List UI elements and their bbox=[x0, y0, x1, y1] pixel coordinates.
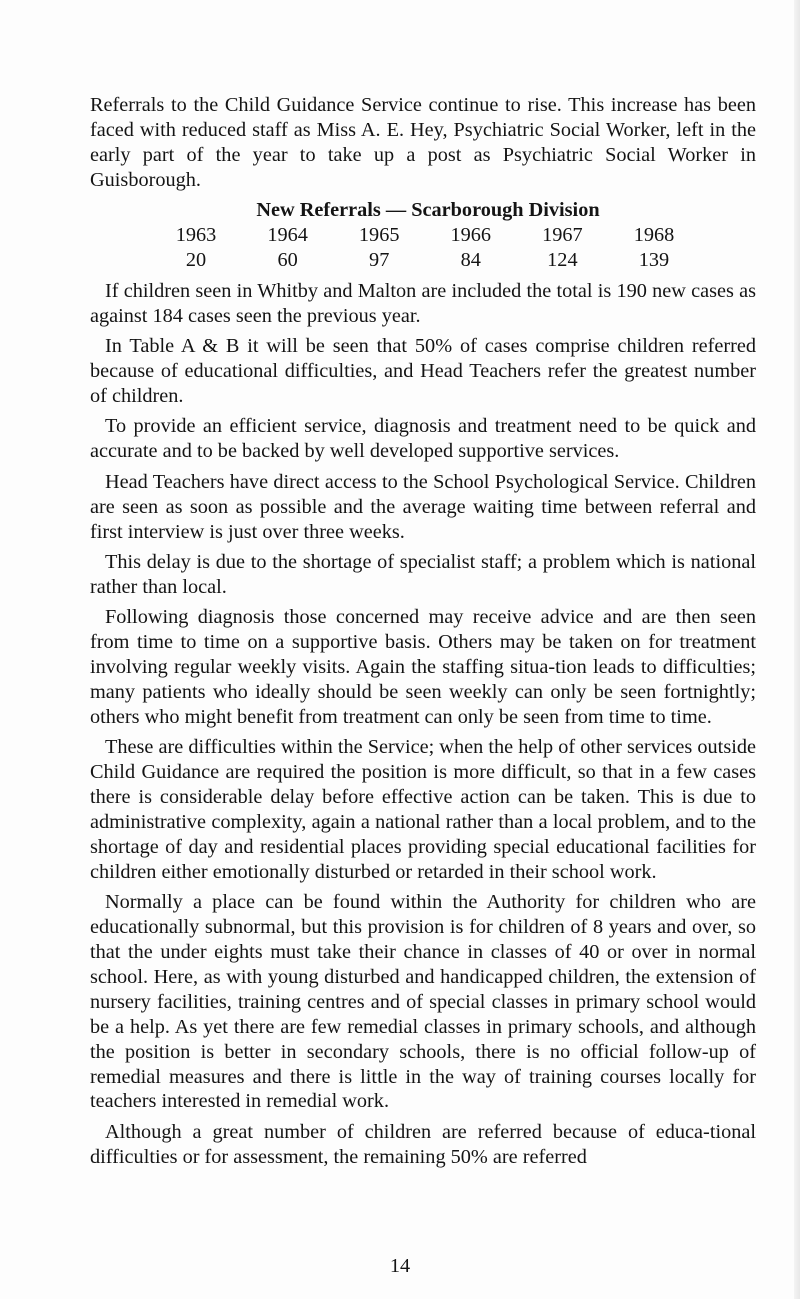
count-cell: 139 bbox=[638, 248, 670, 271]
count-cell: 97 bbox=[369, 248, 390, 271]
year-cell: 1965 bbox=[358, 224, 400, 247]
count-cell: 84 bbox=[460, 248, 481, 271]
page-edge bbox=[794, 0, 800, 1299]
count-cell: 124 bbox=[547, 248, 578, 271]
count-cell: 20 bbox=[185, 248, 207, 271]
page-number: 14 bbox=[389, 1255, 411, 1277]
paragraph-direct-access: Head Teachers have direct access to the School Psychological Service. Children are seen as soon as possible and the average waiting time between referral and first interview is just over three weeks. bbox=[90, 470, 756, 543]
paragraph-normally: Normally a place can be found within the Authority for children who are educationally subnormal, but this provision is for children of 8 years and over, so that the under eights must take their chance in classes of 40 or over in normal school. Here, as with young disturbed and handicapped children, the extension of nursery facilities, training centres and of special classes in primary school would be a help. As yet there are few remedial classes in primary schools, and although the position is better in secondary schools, there is no official follow-up of remedial measures and there is little in the way of training courses locally for teachers interested in remedial work. bbox=[90, 891, 756, 1113]
paragraph-table-a-b: In Table A & B it will be seen that 50% of cases comprise children referred because of educational difficulties, and Head Teachers refer the greatest number of children. bbox=[90, 335, 756, 407]
table-title: New Referrals — Scarborough Division bbox=[256, 199, 600, 222]
year-cell: 1966 bbox=[450, 224, 492, 247]
document-body bbox=[90, 93, 756, 1175]
paragraph-delay: This delay is due to the shortage of specialist staff; a problem which is national rather than local. bbox=[90, 550, 756, 598]
count-cell: 60 bbox=[277, 248, 298, 271]
table-row-years bbox=[166, 223, 684, 248]
paragraph-following-diagnosis: Following diagnosis those concerned may receive advice and are then seen from time to time on a supportive basis. Others may be taken on for treatment involving regular weekly visits. Again the staffing situa-tion leads to difficulties; many patients who ideally should be seen weekly can only be seen fortnightly; others who might benefit from treatment can only be seen from time to time. bbox=[90, 606, 756, 728]
paragraph-difficulties: These are difficulties within the Service; when the help of other services outside Child Guidance are required the position is more difficult, so that in a few cases there is considerable delay before effective action can be taken. This is due to administrative complexity, again a national rather than a local problem, and to the shortage of day and residential places providing special educational facilities for children either emotionally disturbed or retarded in their school work. bbox=[90, 736, 756, 883]
referrals-table bbox=[90, 223, 756, 273]
year-cell: 1967 bbox=[542, 224, 583, 247]
paragraph-efficient-service: To provide an efficient service, diagnosis and treatment need to be quick and accurate and to be backed by well developed supportive services. bbox=[90, 415, 756, 463]
paragraph-although: Although a great number of children are referred because of educa-tional difficulties or for assessment, the remaining 50% are referred bbox=[90, 1120, 756, 1168]
year-cell: 1963 bbox=[175, 224, 217, 247]
year-cell: 1964 bbox=[267, 224, 308, 247]
year-cell: 1968 bbox=[633, 224, 675, 247]
paragraph-referrals-intro: Referrals to the Child Guidance Service continue to rise. This increase has been faced with reduced staff as Miss A. E. Hey, Psychiatric Social Worker, left in the early part of the year to take up a post as Psychiatric Social Worker in Guisborough. bbox=[90, 94, 756, 191]
paragraph-total-cases: If children seen in Whitby and Malton are included the total is 190 new cases as against 184 cases seen the previous year. bbox=[90, 279, 756, 327]
table-row-counts bbox=[166, 248, 684, 273]
